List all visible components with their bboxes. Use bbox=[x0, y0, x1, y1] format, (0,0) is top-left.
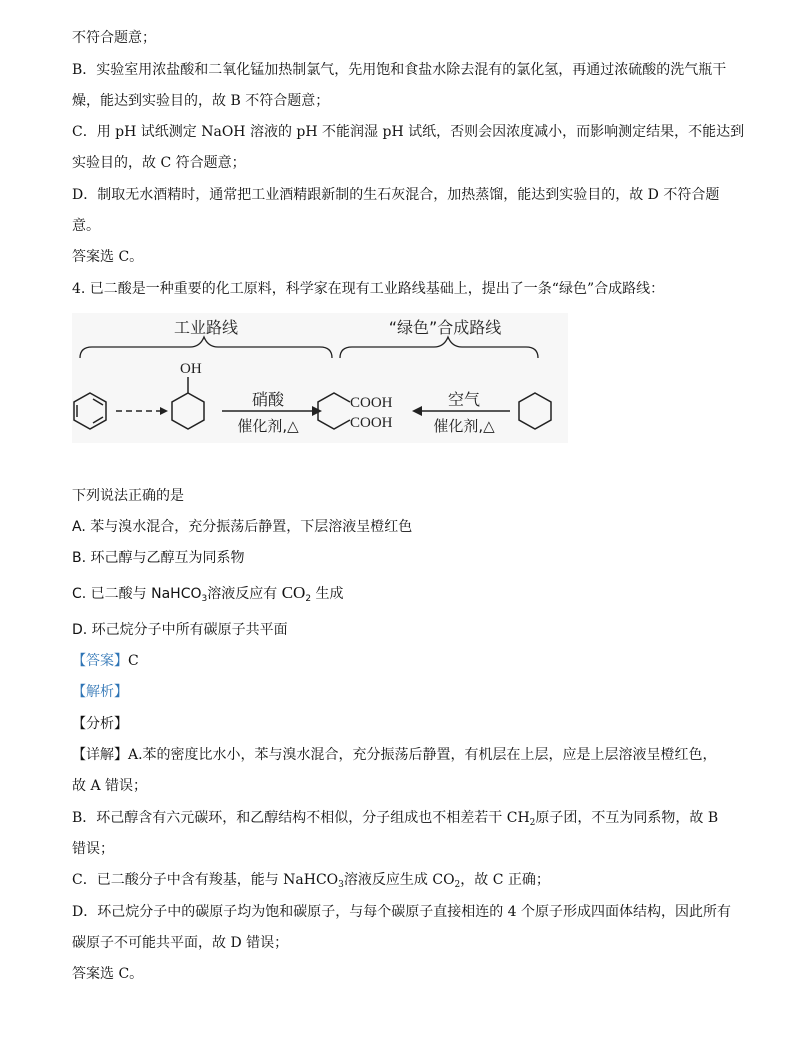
detail-text-1: A.苯的密度比水小，苯与溴水混合，充分振荡后静置，有机层在上层，应是上层溶液呈橙红色， bbox=[128, 747, 717, 763]
option-b: B. 环己醇与乙醇互为同系物 bbox=[72, 550, 245, 566]
question-prompt: 下列说法正确的是 bbox=[72, 488, 184, 504]
detail-line-4: 错误； bbox=[72, 841, 114, 857]
text-line-5: 实验目的，故 C 符合题意； bbox=[72, 155, 246, 171]
option-a: A. 苯与溴水混合，充分振荡后静置，下层溶液呈橙红色 bbox=[72, 519, 413, 535]
air-label: 空气 bbox=[447, 390, 481, 409]
cooh-bottom-label: COOH bbox=[350, 415, 393, 431]
catalyst-heat-label-1: 催化剂,△ bbox=[237, 417, 299, 435]
detail-line-8: 答案选 C。 bbox=[72, 966, 144, 982]
answer-line bbox=[72, 651, 139, 671]
detail-line-5 bbox=[72, 870, 550, 890]
industrial-route-label: 工业路线 bbox=[173, 318, 239, 337]
option-c bbox=[72, 583, 344, 604]
option-d: D. 环己烷分子中所有碳原子共平面 bbox=[72, 622, 288, 638]
text-line-6: D．制取无水酒精时，通常把工业酒精跟新制的生石灰混合，加热蒸馏，能达到实验目的，故 D 不符合题 bbox=[72, 187, 720, 203]
option-c-post: 生成 bbox=[311, 586, 344, 602]
detail-line-2: 故 A 错误； bbox=[72, 778, 148, 794]
detail-tag: 【详解】 bbox=[72, 747, 128, 763]
detail-5-sub3: 3 bbox=[338, 880, 344, 890]
option-c-sub3: 3 bbox=[201, 594, 208, 604]
detail-line-7: 碳原子不可能共平面，故 D 错误； bbox=[72, 935, 289, 951]
text-line-1: 不符合题意； bbox=[72, 30, 156, 46]
text-line-8: 答案选 C。 bbox=[72, 249, 144, 265]
detail-5-post: ，故 C 正确； bbox=[460, 872, 550, 888]
nitric-acid-label: 硝酸 bbox=[251, 390, 285, 409]
oh-label: OH bbox=[180, 361, 202, 377]
green-route-label: “绿色”合成路线 bbox=[388, 318, 502, 337]
option-c-sub2: 2 bbox=[305, 594, 312, 604]
detail-3-pre: B．环己醇含有六元碳环，和乙醇结构不相似，分子组成也不相差若干 CH bbox=[72, 810, 530, 826]
detail-3-post: 原子团，不互为同系物，故 B bbox=[535, 810, 719, 826]
text-line-2: B．实验室用浓盐酸和二氧化锰加热制氯气，先用饱和食盐水除去混有的氯化氢，再通过浓硫酸的洗气瓶干 bbox=[72, 62, 727, 78]
detail-5-pre: C．已二酸分子中含有羧基，能与 NaHCO bbox=[72, 872, 339, 888]
answer-tag: 【答案】 bbox=[72, 653, 128, 669]
question-stem: 4. 已二酸是一种重要的化工原料，科学家在现有工业路线基础上，提出了一条“绿色”合成路线： bbox=[72, 281, 665, 297]
catalyst-heat-label-2: 催化剂,△ bbox=[433, 417, 495, 435]
option-c-co: CO bbox=[281, 583, 306, 602]
option-c-pre: C. 已二酸与 NaHCO bbox=[72, 586, 202, 602]
detail-5-mid: 溶液反应生成 CO bbox=[343, 872, 455, 888]
text-line-4: C．用 pH 试纸测定 NaOH 溶液的 pH 不能润湿 pH 试纸，否则会因浓度减小，而影响测定结果，不能达到 bbox=[72, 124, 745, 140]
detail-line-1 bbox=[72, 745, 717, 765]
detail-5-sub2: 2 bbox=[454, 880, 461, 890]
cooh-top-label: COOH bbox=[350, 395, 393, 411]
answer-value: C bbox=[128, 653, 139, 669]
text-line-3: 燥，能达到实验目的，故 B 不符合题意； bbox=[72, 93, 330, 109]
detail-3-sub: 2 bbox=[529, 818, 536, 828]
detail-line-6: D．环己烷分子中的碳原子均为饱和碳原子，与每个碳原子直接相连的 4 个原子形成四面体结构，因此所有 bbox=[72, 904, 732, 920]
option-c-mid: 溶液反应有 bbox=[207, 586, 282, 602]
text-line-7: 意。 bbox=[72, 218, 100, 234]
detail-line-3 bbox=[72, 808, 718, 828]
fenxi-tag: 【分析】 bbox=[72, 716, 128, 732]
analysis-tag: 【解析】 bbox=[72, 684, 128, 700]
synthesis-route-diagram bbox=[72, 313, 568, 443]
